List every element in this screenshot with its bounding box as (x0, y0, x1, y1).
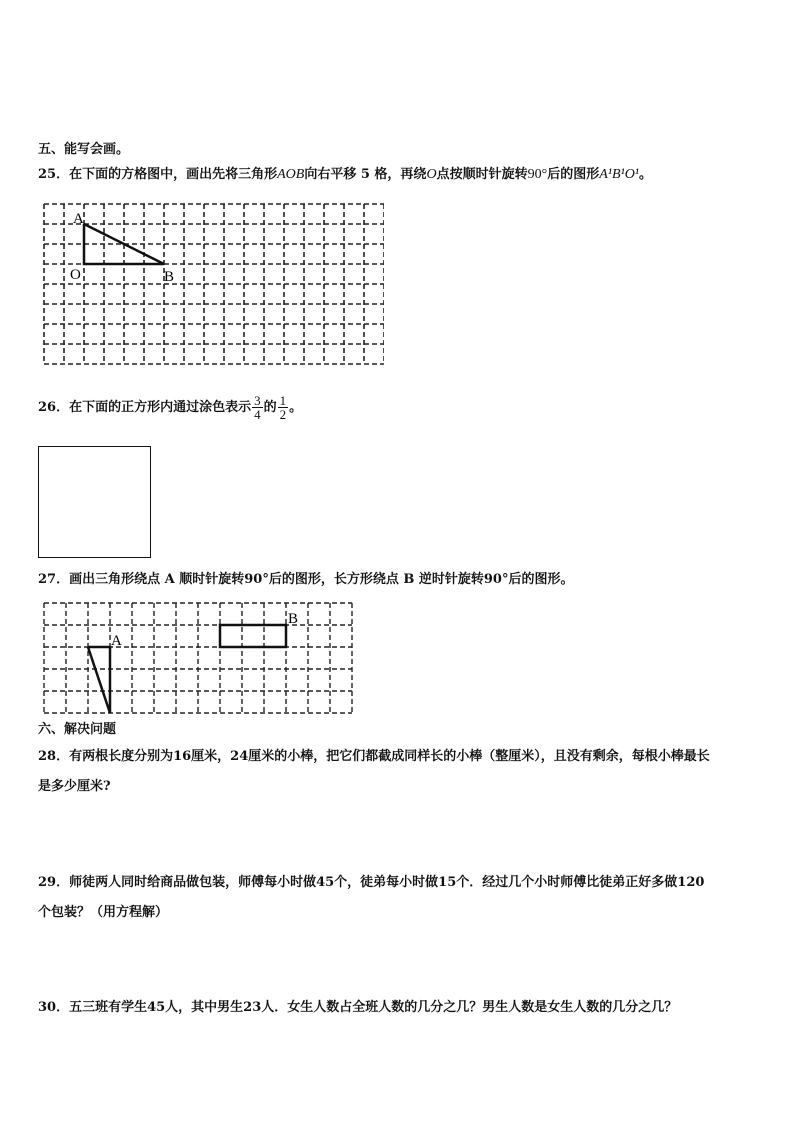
dashed-grid (44, 204, 384, 364)
question-25 (38, 167, 652, 183)
question-number: 28． (38, 749, 70, 764)
grid-diagram-25 (40, 202, 384, 366)
rectangle-shape (220, 625, 286, 647)
question-number: 30． (38, 1000, 70, 1015)
question-text: 在下面的方格图中，画出先将三角形 (69, 167, 278, 182)
question-number: 26． (38, 400, 70, 415)
question-number: 27． (38, 572, 70, 587)
section-six-title: 六、解决问题 (38, 722, 117, 737)
question-28-line-2: 是多少厘米? (38, 779, 111, 794)
question-text: 的 (263, 400, 277, 415)
question-text: 点按顺时针旋转 (436, 167, 528, 182)
point-name: O (426, 167, 437, 182)
question-text: 师徒两人同时给商品做包装，师傅每小时做45个，徒弟每小时做15个．经过几个小时师傅比徒弟正好多做120 (69, 875, 705, 890)
blank-square (38, 446, 151, 558)
shape-name: AOB (277, 167, 305, 182)
fraction-one-half: $\frac{1}{2}$ (279, 393, 287, 422)
question-number: 29． (38, 875, 70, 890)
question-number: 25． (38, 167, 70, 182)
result-shape-name: A¹B¹O¹ (599, 167, 640, 182)
question-text: 画出三角形绕点 A 顺时针旋转90°后的图形，长方形绕点 B 逆时针旋转90°后的图形。 (69, 572, 574, 587)
label-o: O (70, 267, 81, 283)
question-text: 后的图形 (547, 167, 600, 182)
question-text: 在下面的正方形内通过涂色表示 (69, 400, 252, 415)
label-a: A (111, 633, 122, 649)
fraction-three-quarters: $\frac{3}{4}$ (254, 393, 261, 422)
dashed-grid (44, 603, 352, 713)
question-27 (38, 572, 573, 588)
question-29-line-1 (38, 875, 704, 891)
question-30 (38, 1000, 677, 1016)
triangle-shape (88, 647, 110, 713)
angle-value: 90° (527, 167, 548, 182)
question-26 (38, 394, 302, 421)
label-a: A (73, 211, 84, 227)
question-28-line-1 (38, 749, 710, 765)
question-text: 向右平移 5 格，再绕 (304, 167, 427, 182)
grid-diagram-27 (40, 601, 358, 717)
question-text: 。 (289, 400, 303, 415)
question-29-line-2: 个包装？（用方程解） (38, 905, 169, 920)
label-b: B (164, 269, 175, 285)
question-text: 五三班有学生45人，其中男生23人．女生人数占全班人数的几分之几？男生人数是女生人数的几分之几？ (69, 1000, 678, 1015)
section-five-title: 五、能写会画。 (38, 142, 130, 157)
question-text: 。 (639, 167, 653, 182)
label-b: B (288, 611, 299, 627)
question-text: 有两根长度分别为16厘米，24厘米的小棒，把它们都截成同样长的小棒（整厘米），且没有剩余，每根小棒最长 (69, 749, 710, 764)
